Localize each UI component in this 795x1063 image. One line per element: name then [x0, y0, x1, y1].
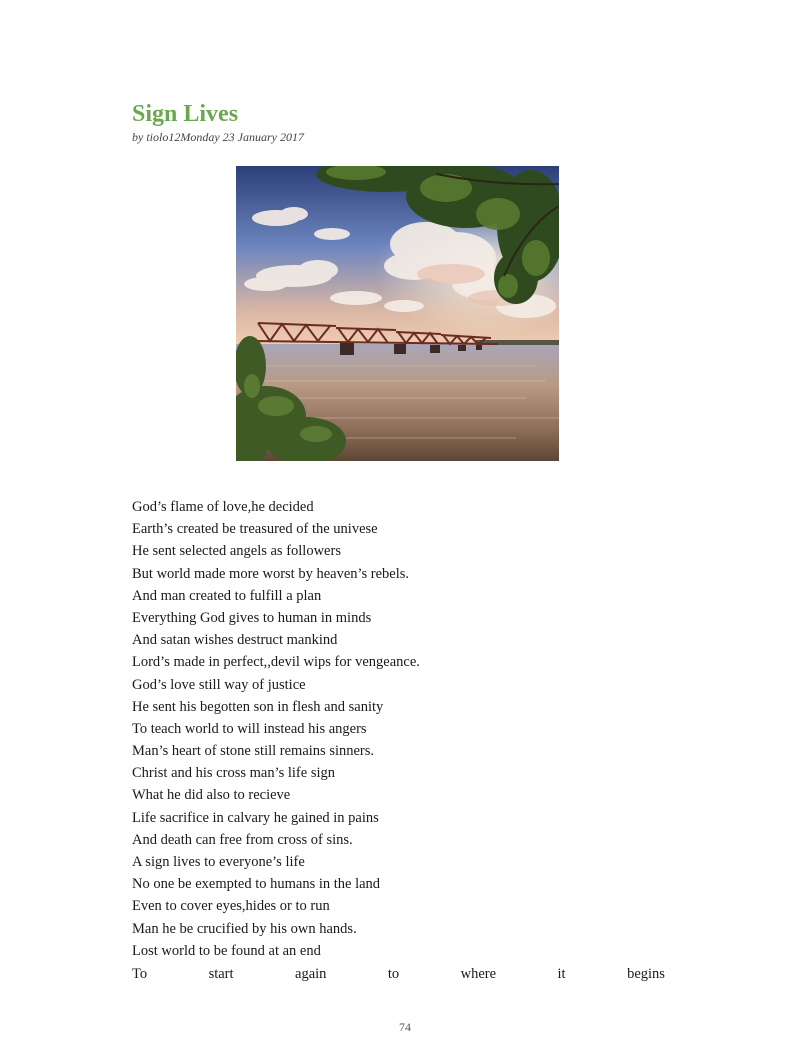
poem-line: What he did also to recieve [132, 787, 291, 804]
poem-line: Earth’s created be treasured of the univese [132, 521, 378, 538]
poem-line: Man’s heart of stone still remains sinners. [132, 743, 375, 760]
poem-word: To [132, 966, 148, 982]
poem-title: Sign Lives [132, 101, 239, 127]
poem-line: God’s flame of love,he decided [132, 499, 314, 515]
poem-line: Christ and his cross man’s life sign [132, 765, 335, 782]
poem-line: Lord’s made in perfect,,devil wips for vengeance. [132, 654, 420, 671]
poem-line: But world made more worst by heaven’s rebels. [132, 565, 410, 582]
poem-line: And man created to fulfill a plan [132, 587, 322, 604]
bridge-photo [236, 166, 559, 461]
poem-body [132, 496, 665, 962]
poem-line: Life sacrifice in calvary he gained in pains [132, 809, 379, 826]
poem-word: where [460, 966, 497, 982]
poem-line: No one be exempted to humans in the land [132, 876, 381, 893]
photo-bridge-over-river-icon [236, 166, 559, 461]
poem-word: start [208, 966, 234, 982]
poem-line: To teach world to will instead his angers [132, 720, 367, 737]
poem-line: Even to cover eyes,hides or to run [132, 898, 330, 915]
poem-line: Everything God gives to human in minds [132, 609, 372, 626]
poem-word: it [557, 966, 566, 982]
poem-line: Man he be crucified by his own hands. [132, 920, 357, 937]
poem-line: He sent selected angels as followers [132, 543, 341, 560]
page-number: 74 [399, 1020, 411, 1034]
poem-word: again [295, 966, 327, 982]
poem-line: And death can free from cross of sins. [132, 831, 353, 848]
poem-line: Lost world to be found at an end [132, 942, 321, 959]
poem-last-line [132, 963, 665, 985]
poem-word: to [387, 966, 400, 982]
poem-line: God’s love still way of justice [132, 676, 306, 693]
poem-line: He sent his begotten son in flesh and sanity [132, 698, 384, 715]
poem-word: begins [627, 966, 665, 982]
poem-line: A sign lives to everyone’s life [132, 854, 305, 870]
poem-line: And satan wishes destruct mankind [132, 632, 338, 649]
byline: by tiolo12Monday 23 January 2017 [132, 130, 304, 144]
